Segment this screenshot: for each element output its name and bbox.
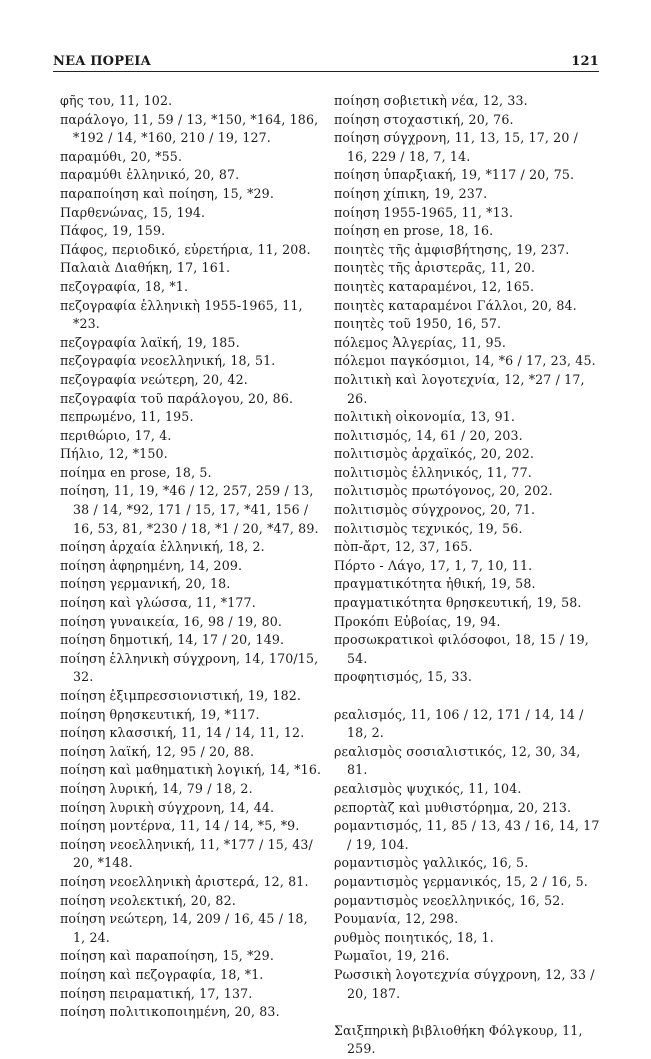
- index-entry: πολιτισμὸς σύγχρονος, 20, 71.: [334, 502, 536, 518]
- index-entry: Πόρτο - Λάγο, 17, 1, 7, 10, 11.: [334, 557, 533, 573]
- index-entry: ρεαλισμός, 11, 106 / 12, 171 / 14, 14 / 18, 2.: [334, 706, 584, 741]
- index-entry: πολιτικὴ καὶ λογοτεχνία, 12, *27 / 17, 26.: [334, 371, 585, 406]
- index-entry: ποίηση ὑπαρξιακή, 19, *117 / 20, 75.: [334, 167, 575, 183]
- index-entry: ποίηση ἑλληνικὴ σύγχρονη, 14, 170/15, 32.: [60, 650, 319, 685]
- index-entry: πολιτικὴ οἰκονομία, 13, 91.: [334, 409, 516, 425]
- index-entry: Πάφος, περιοδικό, εὑρετήρια, 11, 208.: [60, 241, 311, 257]
- index-entry: ποίηση καὶ γλώσσα, 11, *177.: [60, 595, 256, 611]
- index-entry: ποίηση χίπικη, 19, 237.: [334, 185, 488, 201]
- index-entry: παράλογο, 11, 59 / 13, *150, *164, 186, *192 / 14, *160, 210 / 19, 127.: [60, 111, 319, 146]
- index-entry: παραμύθι ἑλληνικό, 20, 87.: [60, 167, 240, 183]
- index-entry: πολιτισμὸς τεχνικός, 19, 56.: [334, 520, 523, 536]
- running-header: [53, 49, 599, 72]
- index-entry: ποίηση στοχαστική, 20, 76.: [334, 111, 514, 127]
- index-entry: ποίηση καὶ πεζογραφία, 18, *1.: [60, 966, 264, 982]
- index-entry: πολιτισμός, 14, 61 / 20, 203.: [334, 427, 523, 443]
- index-entry: ποίηση νεολεκτική, 20, 82.: [60, 892, 236, 908]
- index-entry: πολιτισμὸς ἀρχαϊκός, 20, 202.: [334, 446, 535, 462]
- index-entry: πεζογραφία, 18, *1.: [60, 278, 189, 294]
- index-entry: ποίηση νεώτερη, 14, 209 / 16, 45 / 18, 1, 24.: [60, 911, 308, 945]
- index-entry: Προκόπι Εὐβοίας, 19, 94.: [334, 613, 501, 629]
- index-entry: ποιητὲς καταραμένοι Γάλλοι, 20, 84.: [334, 297, 577, 313]
- index-entry: ρεπορτὰζ καὶ μυθιστόρημα, 20, 213.: [334, 799, 572, 815]
- index-entry: ποιητὲς καταραμένοι, 12, 165.: [334, 278, 535, 294]
- section-gap: [334, 1003, 602, 1022]
- journal-title: ΝΕΑ ΠΟΡΕΙΑ: [53, 54, 151, 69]
- index-entry: ποίηση ἀρχαία ἑλληνική, 18, 2.: [60, 539, 265, 555]
- index-entry: ποίηση λαϊκή, 12, 95 / 20, 88.: [60, 743, 255, 759]
- index-entry: ρομαντισμός, 11, 85 / 13, 43 / 16, 14, 17 / 19, 104.: [334, 818, 600, 852]
- index-entry: ποίηση πειραματική, 17, 137.: [60, 985, 253, 1001]
- index-entry: ποίηση νεοελληνική, 11, *177 / 15, 43/ 20, *148.: [60, 836, 313, 871]
- index-entry: Παλαιὰ Διαθήκη, 17, 161.: [60, 260, 231, 276]
- index-entry: ποίηση καὶ παραποίηση, 15, *29.: [60, 948, 274, 964]
- index-entry: ποιητὲς τοῦ 1950, 16, 57.: [334, 316, 502, 332]
- index-entry: πεζογραφία λαϊκή, 19, 185.: [60, 334, 240, 350]
- index-entry: πόλεμος Ἀλγερίας, 11, 95.: [334, 334, 507, 350]
- index-entry: ποίηση, 11, 19, *46 / 12, 257, 259 / 13, 38 / 14, *92, 171 / 15, 17, *41, 156 / 16, 53, 81, *230 / 18, *1 / 20, *47, 89.: [60, 483, 319, 536]
- index-entry: πραγματικότητα θρησκευτική, 19, 58.: [334, 595, 582, 611]
- index-entry: περιθώριο, 17, 4.: [60, 427, 172, 443]
- section-gap: [334, 687, 602, 706]
- index-entry: πεζογραφία ἑλληνικὴ 1955-1965, 11, *23.: [60, 297, 303, 332]
- index-entry: ποίηση λυρική, 14, 79 / 18, 2.: [60, 780, 253, 796]
- index-entry: ποίηση καὶ μαθηματικὴ λογική, 14, *16.: [60, 762, 322, 778]
- index-entry: ποίηση θρησκευτική, 19, *117.: [60, 706, 260, 722]
- index-entry: προφητισμός, 15, 33.: [334, 669, 473, 685]
- index-entry: ρεαλισμὸς σοσιαλιστικός, 12, 30, 34, 81.: [334, 743, 581, 778]
- index-entry: πολιτισμὸς ἑλληνικός, 11, 77.: [334, 464, 532, 480]
- index-entry: ποίηση δημοτική, 14, 17 / 20, 149.: [60, 632, 285, 648]
- index-entry: ρεαλισμὸς ψυχικός, 11, 104.: [334, 780, 522, 796]
- index-entry: ποίηση μοντέρνα, 11, 14 / 14, *5, *9.: [60, 818, 300, 834]
- index-entry: πεζογραφία νεοελληνική, 18, 51.: [60, 353, 276, 369]
- index-entry: ποίηση 1955-1965, 11, *13.: [334, 204, 514, 220]
- index-entry: ποιητὲς τῆς ἀριστερᾶς, 11, 20.: [334, 260, 536, 276]
- index-entry: ποίηση νεοελληνικὴ ἀριστερά, 12, 81.: [60, 873, 309, 889]
- index-right-column: [334, 92, 602, 1059]
- index-entry: παραμύθι, 20, *55.: [60, 148, 183, 164]
- index-entry: πὸπ-ἄρτ, 12, 37, 165.: [334, 539, 473, 555]
- index-entry: Πάφος, 19, 159.: [60, 223, 166, 239]
- index-left-column: [60, 92, 322, 1022]
- index-entry: Παρθενώνας, 15, 194.: [60, 204, 206, 220]
- index-entry: φῆς του, 11, 102.: [60, 93, 173, 108]
- index-entry: ποίηση λυρικὴ σύγχρονη, 14, 44.: [60, 799, 275, 815]
- index-entry: Ρουμανία, 12, 298.: [334, 911, 459, 927]
- index-entry: πραγματικότητα ἠθική, 19, 58.: [334, 576, 536, 592]
- index-entry: Πήλιο, 12, *150.: [60, 446, 168, 462]
- index-entry: ρομαντισμὸς νεοελληνικός, 16, 52.: [334, 892, 565, 908]
- index-entry: Ρωσσικὴ λογοτεχνία σύγχρονη, 12, 33 / 20, 187.: [334, 966, 595, 1001]
- index-entry: ποίημα en prose, 18, 5.: [60, 464, 212, 480]
- index-entry: ποίηση κλασσική, 11, 14 / 14, 11, 12.: [60, 725, 305, 741]
- index-entry: ποίηση ἀφηρημένη, 14, 209.: [60, 557, 243, 573]
- index-entry: προσωκρατικοὶ φιλόσοφοι, 18, 15 / 19, 54.: [334, 632, 589, 666]
- index-entry: ποίηση ἐξιμπρεσσιονιστική, 19, 182.: [60, 688, 302, 703]
- index-entry: ρυθμὸς ποιητικός, 18, 1.: [334, 929, 494, 945]
- index-entry: ποίηση en prose, 18, 16.: [334, 223, 494, 239]
- index-entry: πεζογραφία νεώτερη, 20, 42.: [60, 371, 248, 387]
- index-entry: ποίηση πολιτικοποιημένη, 20, 83.: [60, 1004, 280, 1020]
- index-entry: παραποίηση καὶ ποίηση, 15, *29.: [60, 185, 274, 201]
- index-entry: ποίηση γυναικεία, 16, 98 / 19, 80.: [60, 613, 283, 629]
- index-entry: ποιητὲς τῆς ἀμφισβήτησης, 19, 237.: [334, 241, 570, 257]
- index-entry: ποίηση σύγχρονη, 11, 13, 15, 17, 20 / 16, 229 / 18, 7, 14.: [334, 130, 579, 164]
- index-entry: πολιτισμὸς πρωτόγονος, 20, 202.: [334, 483, 553, 499]
- index-entry: ποίηση σοβιετικὴ νέα, 12, 33.: [334, 93, 528, 108]
- index-entry: ρομαντισμὸς γερμανικός, 15, 2 / 16, 5.: [334, 873, 588, 889]
- index-entry: πεζογραφία τοῦ παράλογου, 20, 86.: [60, 390, 294, 406]
- page-number: 121: [571, 54, 599, 69]
- index-entry: Ρωμαῖοι, 19, 216.: [334, 948, 450, 964]
- index-entry: ποίηση γερμανική, 20, 18.: [60, 576, 231, 592]
- index-entry: ρομαντισμὸς γαλλικός, 16, 5.: [334, 855, 529, 871]
- index-entry: πεπρωμένο, 11, 195.: [60, 409, 194, 425]
- index-entry: Σαιξπηρικὴ βιβλιοθήκη Φόλγκουρ, 11, 259.: [334, 1022, 583, 1057]
- index-entry: πόλεμοι παγκόσμιοι, 14, *6 / 17, 23, 45.: [334, 353, 596, 369]
